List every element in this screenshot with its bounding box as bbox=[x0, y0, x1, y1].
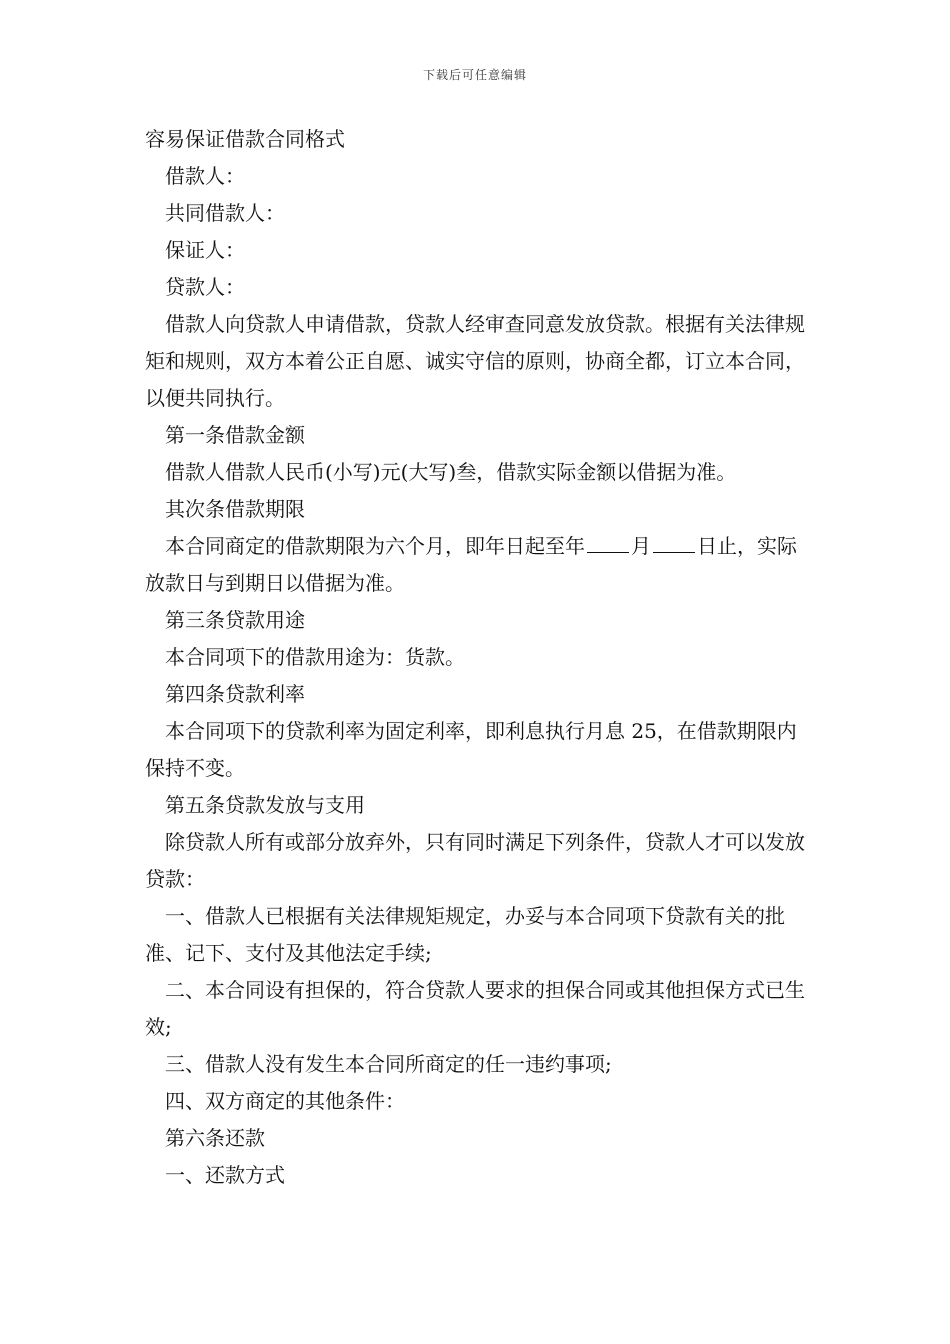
article4-heading: 第四条贷款利率 bbox=[165, 682, 305, 706]
party-lender: 贷款人： bbox=[165, 275, 245, 299]
article2-text-part2: 月 bbox=[631, 534, 651, 558]
article5-item-4: 四、双方商定的其他条件： bbox=[165, 1089, 405, 1113]
article5-item-3: 三、借款人没有发生本合同所商定的任一违约事项; bbox=[165, 1052, 612, 1076]
month-blank-line bbox=[587, 530, 629, 553]
document-body bbox=[145, 121, 810, 1194]
document-title: 容易保证借款合同格式 bbox=[145, 127, 345, 151]
article5-intro: 除贷款人所有或部分放弃外，只有同时满足下列条件，贷款人才可以发放贷款： bbox=[145, 830, 805, 891]
party-guarantor: 保证人： bbox=[165, 238, 245, 262]
article2-text-part1: 本合同商定的借款期限为六个月，即年日起至年 bbox=[165, 534, 585, 558]
article3-text: 本合同项下的借款用途为：货款。 bbox=[165, 645, 465, 669]
article2-text-part3: 日止，实际放款日与到期日以借据为准。 bbox=[145, 534, 797, 595]
article2-text bbox=[145, 528, 810, 602]
party-co-borrower: 共同借款人： bbox=[165, 201, 285, 225]
preamble-paragraph: 借款人向贷款人申请借款，贷款人经审查同意发放贷款。根据有关法律规矩和规则，双方本着公正自愿、诚实守信的原则，协商全都，订立本合同，以便共同执行。 bbox=[145, 312, 805, 410]
page-header: 下载后可任意编辑 bbox=[422, 68, 527, 82]
article2-heading: 其次条借款期限 bbox=[165, 497, 305, 521]
article5-item-1: 一、借款人已根据有关法律规矩规定，办妥与本合同项下贷款有关的批准、记下、支付及其他法定手续; bbox=[145, 904, 785, 965]
article3-heading: 第三条贷款用途 bbox=[165, 608, 305, 632]
article6-heading: 第六条还款 bbox=[165, 1126, 265, 1150]
article5-item-2: 二、本合同设有担保的，符合贷款人要求的担保合同或其他担保方式已生效; bbox=[145, 978, 805, 1039]
article5-heading: 第五条贷款发放与支用 bbox=[165, 793, 365, 817]
article4-text: 本合同项下的贷款利率为固定利率，即利息执行月息 25，在借款期限内保持不变。 bbox=[145, 719, 797, 780]
day-blank-line bbox=[653, 530, 695, 553]
party-borrower: 借款人： bbox=[165, 164, 245, 188]
article6-sub1: 一、还款方式 bbox=[165, 1163, 285, 1187]
article1-heading: 第一条借款金额 bbox=[165, 423, 305, 447]
article1-text: 借款人借款人民币(小写)元(大写)叁，借款实际金额以借据为准。 bbox=[165, 460, 737, 484]
